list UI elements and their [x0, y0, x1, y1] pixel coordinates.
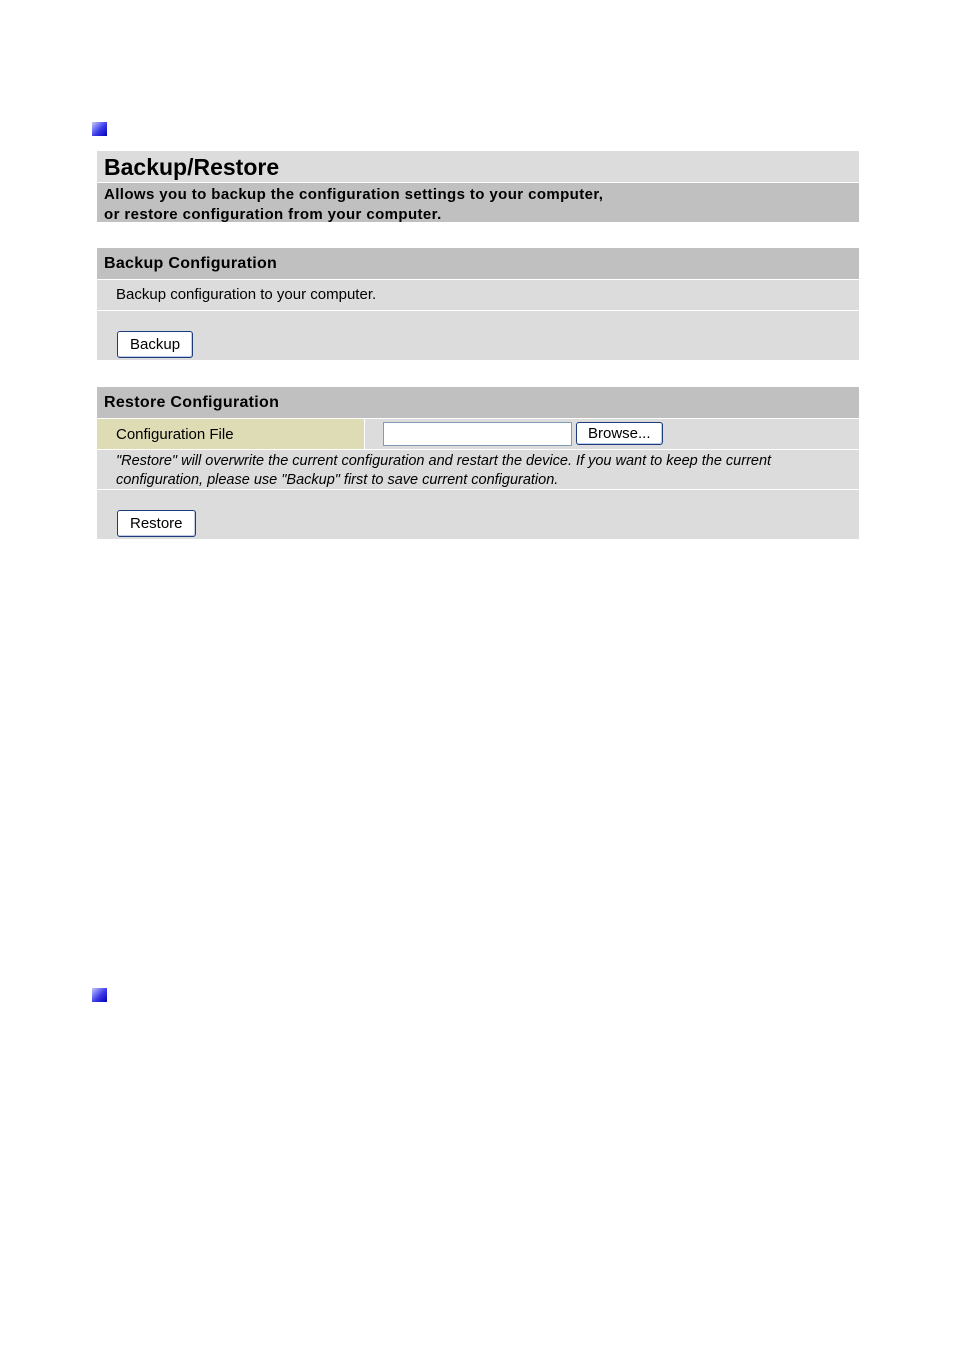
restore-section [97, 387, 859, 539]
restore-button-row [97, 489, 859, 539]
restore-button[interactable]: Restore [117, 510, 196, 537]
configuration-file-control [365, 419, 859, 449]
page-title: Backup/Restore [97, 151, 859, 182]
restore-warning [97, 449, 859, 489]
backup-instruction: Backup configuration to your computer. [97, 279, 859, 310]
configuration-file-row [97, 418, 859, 449]
backup-section [97, 248, 859, 360]
restore-warning-line-2: configuration, please use "Backup" first to save current configuration. [116, 472, 559, 488]
page-description [97, 182, 859, 222]
restore-section-heading: Restore Configuration [97, 387, 859, 418]
square-bullet-icon [92, 122, 107, 136]
page-description-line-1: Allows you to backup the configuration settings to your computer, [104, 186, 604, 203]
configuration-file-input[interactable] [383, 422, 572, 446]
page-description-line-2: or restore configuration from your computer. [104, 206, 442, 223]
browse-button[interactable]: Browse... [576, 422, 663, 445]
configuration-file-label: Configuration File [97, 419, 365, 449]
backup-button-row [97, 310, 859, 360]
backup-section-heading: Backup Configuration [97, 248, 859, 279]
backup-button[interactable]: Backup [117, 331, 193, 358]
restore-warning-line-1: "Restore" will overwrite the current configuration and restart the device. If you want to keep the current [116, 453, 772, 469]
square-bullet-icon [92, 988, 107, 1002]
page-header [97, 151, 859, 222]
